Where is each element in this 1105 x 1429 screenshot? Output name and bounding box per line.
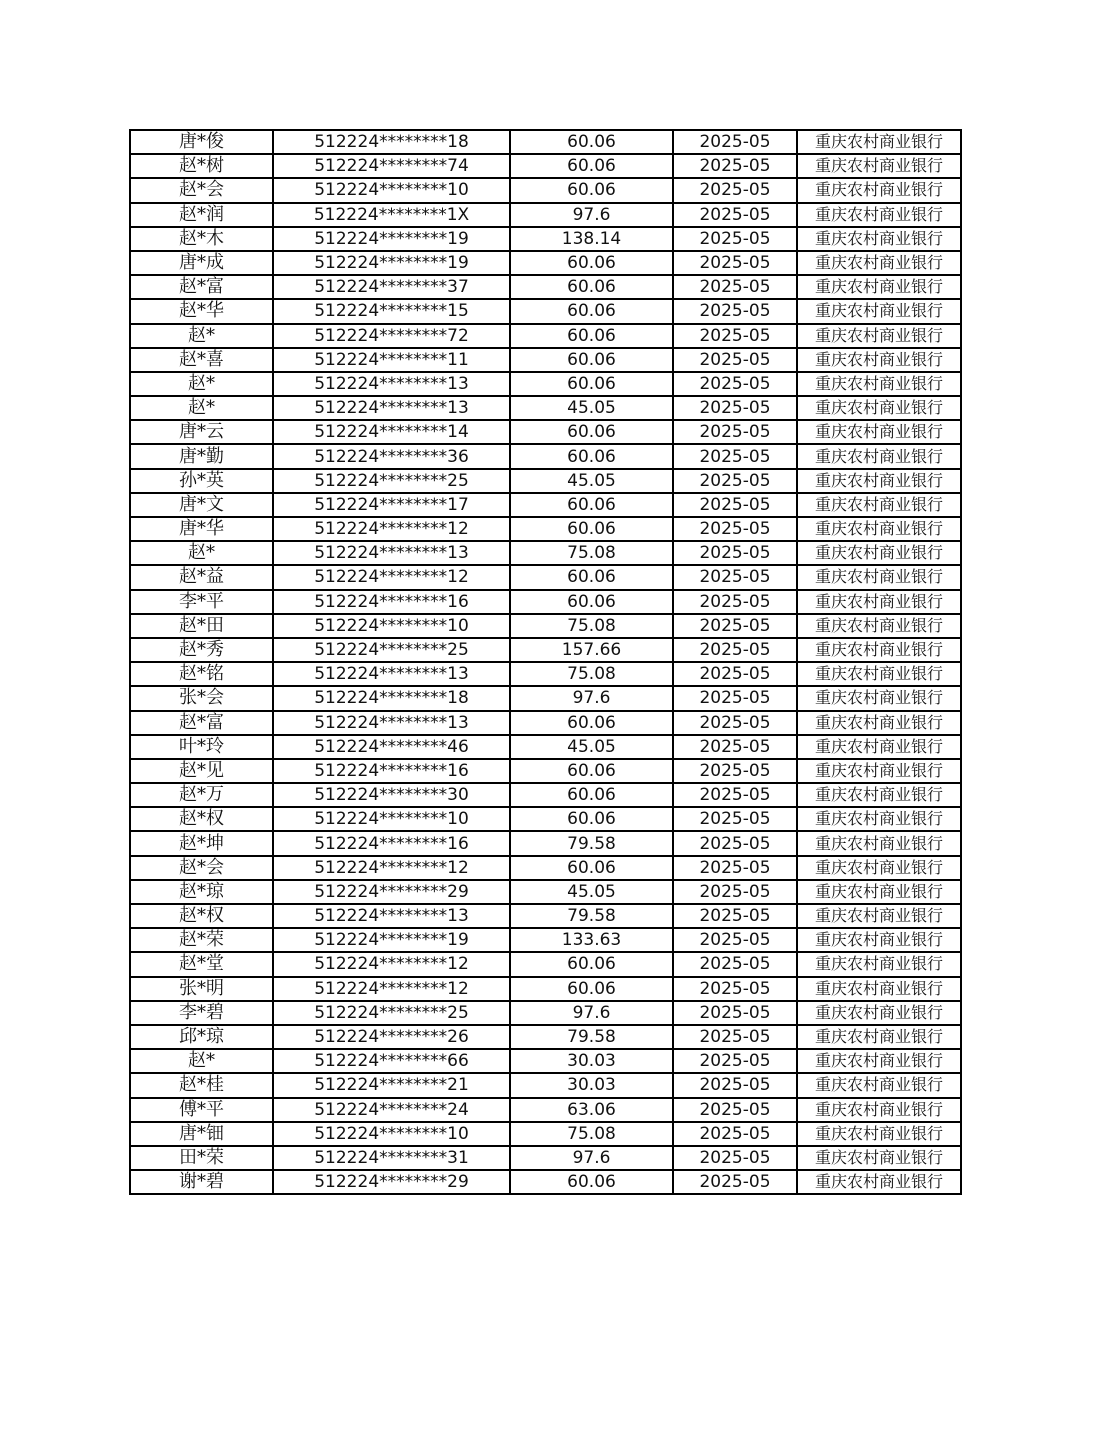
bank-cell: 重庆农村商业银行: [797, 1098, 961, 1122]
bank-cell: 重庆农村商业银行: [797, 517, 961, 541]
amount-cell: 45.05: [510, 735, 673, 759]
recipient-name-cell: 孙*英: [130, 469, 273, 493]
id-number-cell: 512224********29: [273, 1170, 510, 1194]
table-row: [130, 251, 961, 275]
recipient-name-cell: 赵*会: [130, 856, 273, 880]
amount-cell: 97.6: [510, 1001, 673, 1025]
period-cell: 2025-05: [673, 517, 797, 541]
table-row: [130, 517, 961, 541]
recipient-name-cell: 唐*勤: [130, 444, 273, 468]
id-number-cell: 512224********36: [273, 444, 510, 468]
period-cell: 2025-05: [673, 1073, 797, 1097]
id-number-cell: 512224********46: [273, 735, 510, 759]
table-row: [130, 154, 961, 178]
amount-cell: 60.06: [510, 420, 673, 444]
period-cell: 2025-05: [673, 1146, 797, 1170]
amount-cell: 60.06: [510, 275, 673, 299]
bank-cell: 重庆农村商业银行: [797, 541, 961, 565]
amount-cell: 60.06: [510, 565, 673, 589]
recipient-name-cell: 张*明: [130, 977, 273, 1001]
id-number-cell: 512224********21: [273, 1073, 510, 1097]
amount-cell: 97.6: [510, 1146, 673, 1170]
recipient-name-cell: 赵*富: [130, 275, 273, 299]
id-number-cell: 512224********13: [273, 396, 510, 420]
period-cell: 2025-05: [673, 203, 797, 227]
period-cell: 2025-05: [673, 1025, 797, 1049]
period-cell: 2025-05: [673, 227, 797, 251]
period-cell: 2025-05: [673, 154, 797, 178]
table-row: [130, 1025, 961, 1049]
amount-cell: 79.58: [510, 831, 673, 855]
recipient-name-cell: 赵*万: [130, 783, 273, 807]
bank-cell: 重庆农村商业银行: [797, 904, 961, 928]
amount-cell: 60.06: [510, 372, 673, 396]
table-row: [130, 831, 961, 855]
period-cell: 2025-05: [673, 565, 797, 589]
bank-cell: 重庆农村商业银行: [797, 154, 961, 178]
id-number-cell: 512224********10: [273, 178, 510, 202]
bank-cell: 重庆农村商业银行: [797, 1170, 961, 1194]
recipient-name-cell: 赵*润: [130, 203, 273, 227]
id-number-cell: 512224********17: [273, 493, 510, 517]
amount-cell: 79.58: [510, 904, 673, 928]
recipient-name-cell: 赵*荣: [130, 928, 273, 952]
id-number-cell: 512224********31: [273, 1146, 510, 1170]
recipient-name-cell: 赵*: [130, 541, 273, 565]
bank-cell: 重庆农村商业银行: [797, 299, 961, 323]
period-cell: 2025-05: [673, 856, 797, 880]
bank-cell: 重庆农村商业银行: [797, 638, 961, 662]
amount-cell: 60.06: [510, 783, 673, 807]
period-cell: 2025-05: [673, 831, 797, 855]
id-number-cell: 512224********10: [273, 1122, 510, 1146]
amount-cell: 60.06: [510, 444, 673, 468]
period-cell: 2025-05: [673, 1170, 797, 1194]
period-cell: 2025-05: [673, 493, 797, 517]
id-number-cell: 512224********13: [273, 662, 510, 686]
bank-cell: 重庆农村商业银行: [797, 1049, 961, 1073]
table-row: [130, 759, 961, 783]
table-row: [130, 203, 961, 227]
period-cell: 2025-05: [673, 638, 797, 662]
period-cell: 2025-05: [673, 928, 797, 952]
period-cell: 2025-05: [673, 372, 797, 396]
recipient-name-cell: 唐*钿: [130, 1122, 273, 1146]
amount-cell: 60.06: [510, 130, 673, 154]
table-row: [130, 396, 961, 420]
recipient-name-cell: 赵*秀: [130, 638, 273, 662]
amount-cell: 60.06: [510, 711, 673, 735]
table-row: [130, 977, 961, 1001]
bank-cell: 重庆农村商业银行: [797, 1146, 961, 1170]
amount-cell: 79.58: [510, 1025, 673, 1049]
id-number-cell: 512224********10: [273, 807, 510, 831]
id-number-cell: 512224********12: [273, 952, 510, 976]
recipient-name-cell: 赵*华: [130, 299, 273, 323]
amount-cell: 60.06: [510, 590, 673, 614]
roster-body: [130, 130, 961, 1194]
amount-cell: 45.05: [510, 880, 673, 904]
table-row: [130, 856, 961, 880]
amount-cell: 133.63: [510, 928, 673, 952]
period-cell: 2025-05: [673, 783, 797, 807]
amount-cell: 30.03: [510, 1049, 673, 1073]
bank-cell: 重庆农村商业银行: [797, 420, 961, 444]
recipient-name-cell: 赵*铭: [130, 662, 273, 686]
amount-cell: 157.66: [510, 638, 673, 662]
id-number-cell: 512224********30: [273, 783, 510, 807]
period-cell: 2025-05: [673, 1122, 797, 1146]
recipient-name-cell: 赵*: [130, 372, 273, 396]
table-row: [130, 904, 961, 928]
recipient-name-cell: 赵*: [130, 396, 273, 420]
id-number-cell: 512224********25: [273, 1001, 510, 1025]
bank-cell: 重庆农村商业银行: [797, 1073, 961, 1097]
table-row: [130, 227, 961, 251]
table-row: [130, 493, 961, 517]
period-cell: 2025-05: [673, 396, 797, 420]
recipient-name-cell: 赵*权: [130, 904, 273, 928]
recipient-name-cell: 赵*桂: [130, 1073, 273, 1097]
period-cell: 2025-05: [673, 444, 797, 468]
id-number-cell: 512224********16: [273, 590, 510, 614]
id-number-cell: 512224********13: [273, 711, 510, 735]
period-cell: 2025-05: [673, 807, 797, 831]
id-number-cell: 512224********12: [273, 856, 510, 880]
amount-cell: 60.06: [510, 856, 673, 880]
table-row: [130, 1098, 961, 1122]
id-number-cell: 512224********18: [273, 686, 510, 710]
amount-cell: 60.06: [510, 299, 673, 323]
table-row: [130, 807, 961, 831]
bank-cell: 重庆农村商业银行: [797, 493, 961, 517]
bank-cell: 重庆农村商业银行: [797, 590, 961, 614]
amount-cell: 60.06: [510, 1170, 673, 1194]
period-cell: 2025-05: [673, 590, 797, 614]
recipient-name-cell: 傅*平: [130, 1098, 273, 1122]
period-cell: 2025-05: [673, 759, 797, 783]
bank-cell: 重庆农村商业银行: [797, 831, 961, 855]
period-cell: 2025-05: [673, 130, 797, 154]
id-number-cell: 512224********37: [273, 275, 510, 299]
id-number-cell: 512224********18: [273, 130, 510, 154]
bank-cell: 重庆农村商业银行: [797, 396, 961, 420]
table-row: [130, 420, 961, 444]
recipient-name-cell: 赵*喜: [130, 348, 273, 372]
recipient-name-cell: 谢*碧: [130, 1170, 273, 1194]
recipient-name-cell: 赵*: [130, 324, 273, 348]
amount-cell: 60.06: [510, 517, 673, 541]
recipient-name-cell: 赵*: [130, 1049, 273, 1073]
bank-cell: 重庆农村商业银行: [797, 251, 961, 275]
id-number-cell: 512224********19: [273, 928, 510, 952]
bank-cell: 重庆农村商业银行: [797, 348, 961, 372]
period-cell: 2025-05: [673, 324, 797, 348]
bank-cell: 重庆农村商业银行: [797, 807, 961, 831]
amount-cell: 75.08: [510, 614, 673, 638]
table-row: [130, 1073, 961, 1097]
table-row: [130, 299, 961, 323]
recipient-name-cell: 唐*俊: [130, 130, 273, 154]
period-cell: 2025-05: [673, 541, 797, 565]
bank-cell: 重庆农村商业银行: [797, 856, 961, 880]
period-cell: 2025-05: [673, 662, 797, 686]
bank-cell: 重庆农村商业银行: [797, 372, 961, 396]
table-row: [130, 130, 961, 154]
table-row: [130, 1146, 961, 1170]
bank-cell: 重庆农村商业银行: [797, 735, 961, 759]
amount-cell: 60.06: [510, 178, 673, 202]
recipient-name-cell: 赵*会: [130, 178, 273, 202]
amount-cell: 97.6: [510, 686, 673, 710]
id-number-cell: 512224********12: [273, 517, 510, 541]
payment-roster-table: [129, 129, 962, 1195]
id-number-cell: 512224********24: [273, 1098, 510, 1122]
bank-cell: 重庆农村商业银行: [797, 1001, 961, 1025]
id-number-cell: 512224********25: [273, 469, 510, 493]
id-number-cell: 512224********26: [273, 1025, 510, 1049]
table-row: [130, 469, 961, 493]
table-row: [130, 1170, 961, 1194]
bank-cell: 重庆农村商业银行: [797, 1122, 961, 1146]
table-row: [130, 662, 961, 686]
bank-cell: 重庆农村商业银行: [797, 977, 961, 1001]
amount-cell: 60.06: [510, 977, 673, 1001]
table-row: [130, 686, 961, 710]
table-row: [130, 565, 961, 589]
table-row: [130, 275, 961, 299]
period-cell: 2025-05: [673, 348, 797, 372]
recipient-name-cell: 赵*田: [130, 614, 273, 638]
table-row: [130, 1122, 961, 1146]
table-row: [130, 444, 961, 468]
table-row: [130, 590, 961, 614]
bank-cell: 重庆农村商业银行: [797, 759, 961, 783]
bank-cell: 重庆农村商业银行: [797, 928, 961, 952]
period-cell: 2025-05: [673, 469, 797, 493]
amount-cell: 60.06: [510, 759, 673, 783]
id-number-cell: 512224********15: [273, 299, 510, 323]
bank-cell: 重庆农村商业银行: [797, 952, 961, 976]
bank-cell: 重庆农村商业银行: [797, 469, 961, 493]
recipient-name-cell: 赵*琼: [130, 880, 273, 904]
recipient-name-cell: 赵*见: [130, 759, 273, 783]
period-cell: 2025-05: [673, 420, 797, 444]
bank-cell: 重庆农村商业银行: [797, 227, 961, 251]
bank-cell: 重庆农村商业银行: [797, 662, 961, 686]
id-number-cell: 512224********13: [273, 904, 510, 928]
bank-cell: 重庆农村商业银行: [797, 686, 961, 710]
period-cell: 2025-05: [673, 904, 797, 928]
table-row: [130, 783, 961, 807]
amount-cell: 60.06: [510, 324, 673, 348]
bank-cell: 重庆农村商业银行: [797, 1025, 961, 1049]
recipient-name-cell: 唐*成: [130, 251, 273, 275]
id-number-cell: 512224********1X: [273, 203, 510, 227]
bank-cell: 重庆农村商业银行: [797, 275, 961, 299]
table-row: [130, 348, 961, 372]
recipient-name-cell: 李*碧: [130, 1001, 273, 1025]
period-cell: 2025-05: [673, 1001, 797, 1025]
table-row: [130, 324, 961, 348]
recipient-name-cell: 唐*云: [130, 420, 273, 444]
bank-cell: 重庆农村商业银行: [797, 711, 961, 735]
bank-cell: 重庆农村商业银行: [797, 324, 961, 348]
id-number-cell: 512224********12: [273, 977, 510, 1001]
period-cell: 2025-05: [673, 711, 797, 735]
id-number-cell: 512224********25: [273, 638, 510, 662]
amount-cell: 60.06: [510, 807, 673, 831]
period-cell: 2025-05: [673, 686, 797, 710]
bank-cell: 重庆农村商业银行: [797, 178, 961, 202]
table-row: [130, 541, 961, 565]
id-number-cell: 512224********16: [273, 759, 510, 783]
table-row: [130, 952, 961, 976]
recipient-name-cell: 赵*益: [130, 565, 273, 589]
id-number-cell: 512224********72: [273, 324, 510, 348]
amount-cell: 63.06: [510, 1098, 673, 1122]
amount-cell: 75.08: [510, 1122, 673, 1146]
period-cell: 2025-05: [673, 299, 797, 323]
table-row: [130, 372, 961, 396]
period-cell: 2025-05: [673, 614, 797, 638]
recipient-name-cell: 赵*木: [130, 227, 273, 251]
amount-cell: 75.08: [510, 541, 673, 565]
amount-cell: 60.06: [510, 154, 673, 178]
bank-cell: 重庆农村商业银行: [797, 880, 961, 904]
table-row: [130, 711, 961, 735]
recipient-name-cell: 田*荣: [130, 1146, 273, 1170]
amount-cell: 60.06: [510, 493, 673, 517]
table-row: [130, 1049, 961, 1073]
id-number-cell: 512224********74: [273, 154, 510, 178]
period-cell: 2025-05: [673, 735, 797, 759]
amount-cell: 30.03: [510, 1073, 673, 1097]
id-number-cell: 512224********13: [273, 372, 510, 396]
table-row: [130, 614, 961, 638]
recipient-name-cell: 赵*坤: [130, 831, 273, 855]
period-cell: 2025-05: [673, 1098, 797, 1122]
amount-cell: 45.05: [510, 469, 673, 493]
bank-cell: 重庆农村商业银行: [797, 614, 961, 638]
amount-cell: 45.05: [510, 396, 673, 420]
id-number-cell: 512224********19: [273, 227, 510, 251]
period-cell: 2025-05: [673, 1049, 797, 1073]
amount-cell: 60.06: [510, 251, 673, 275]
period-cell: 2025-05: [673, 178, 797, 202]
bank-cell: 重庆农村商业银行: [797, 783, 961, 807]
id-number-cell: 512224********12: [273, 565, 510, 589]
bank-cell: 重庆农村商业银行: [797, 130, 961, 154]
bank-cell: 重庆农村商业银行: [797, 203, 961, 227]
recipient-name-cell: 赵*富: [130, 711, 273, 735]
recipient-name-cell: 赵*权: [130, 807, 273, 831]
table-row: [130, 880, 961, 904]
amount-cell: 60.06: [510, 348, 673, 372]
recipient-name-cell: 赵*树: [130, 154, 273, 178]
id-number-cell: 512224********13: [273, 541, 510, 565]
amount-cell: 97.6: [510, 203, 673, 227]
table-row: [130, 735, 961, 759]
id-number-cell: 512224********29: [273, 880, 510, 904]
period-cell: 2025-05: [673, 880, 797, 904]
period-cell: 2025-05: [673, 251, 797, 275]
amount-cell: 138.14: [510, 227, 673, 251]
period-cell: 2025-05: [673, 952, 797, 976]
bank-cell: 重庆农村商业银行: [797, 444, 961, 468]
id-number-cell: 512224********66: [273, 1049, 510, 1073]
recipient-name-cell: 邱*琼: [130, 1025, 273, 1049]
recipient-name-cell: 唐*文: [130, 493, 273, 517]
bank-cell: 重庆农村商业银行: [797, 565, 961, 589]
recipient-name-cell: 张*会: [130, 686, 273, 710]
amount-cell: 75.08: [510, 662, 673, 686]
amount-cell: 60.06: [510, 952, 673, 976]
id-number-cell: 512224********11: [273, 348, 510, 372]
table-row: [130, 178, 961, 202]
period-cell: 2025-05: [673, 977, 797, 1001]
recipient-name-cell: 唐*华: [130, 517, 273, 541]
id-number-cell: 512224********14: [273, 420, 510, 444]
id-number-cell: 512224********19: [273, 251, 510, 275]
recipient-name-cell: 李*平: [130, 590, 273, 614]
period-cell: 2025-05: [673, 275, 797, 299]
id-number-cell: 512224********16: [273, 831, 510, 855]
id-number-cell: 512224********10: [273, 614, 510, 638]
table-row: [130, 1001, 961, 1025]
table-row: [130, 638, 961, 662]
table-row: [130, 928, 961, 952]
recipient-name-cell: 赵*堂: [130, 952, 273, 976]
recipient-name-cell: 叶*玲: [130, 735, 273, 759]
